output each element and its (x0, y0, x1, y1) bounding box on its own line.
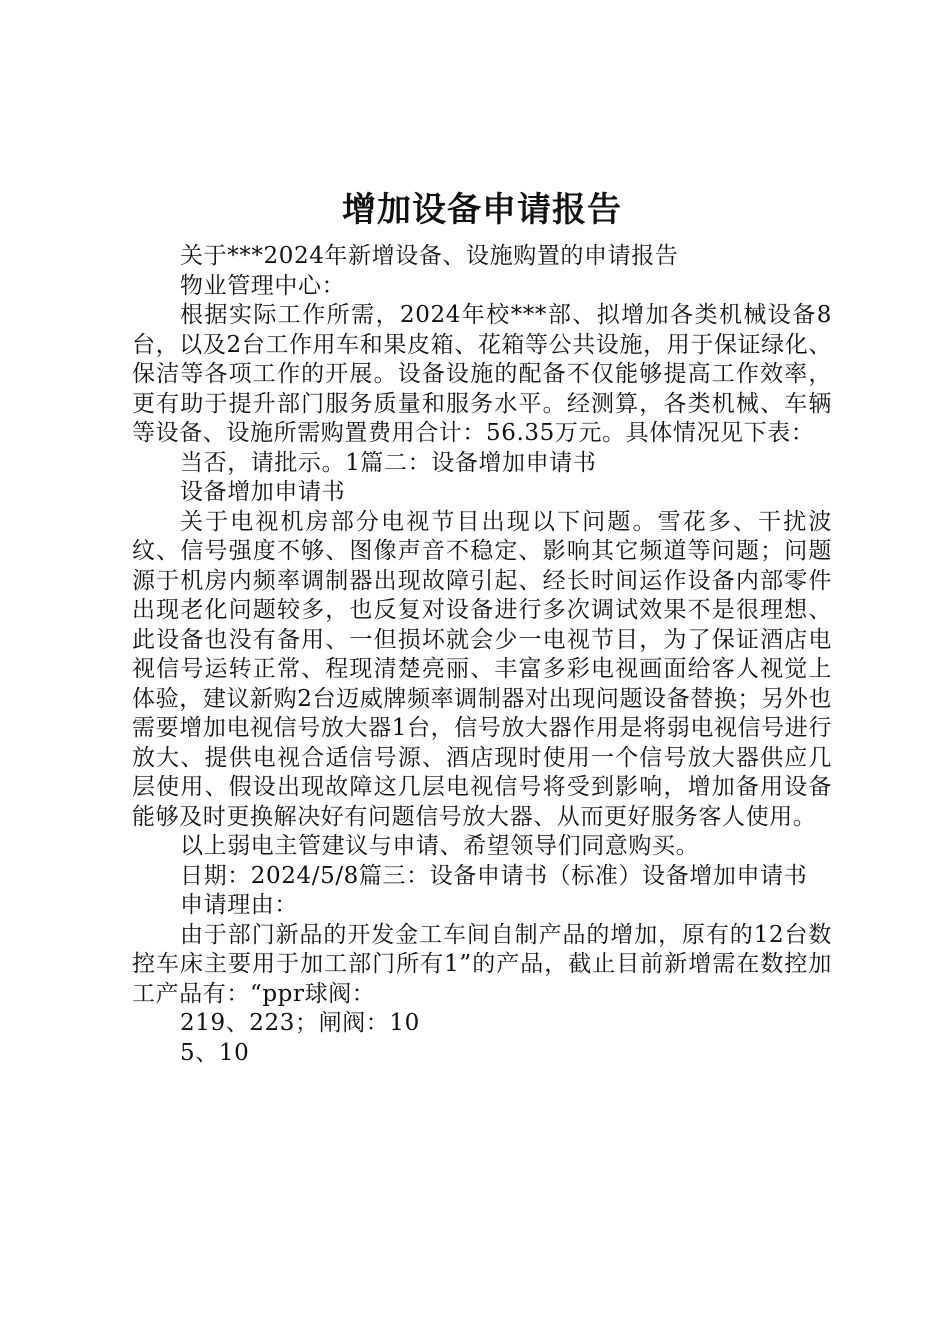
document-title: 增加设备申请报告 (342, 190, 622, 230)
paragraph-addressee: 物业管理中心： (180, 272, 346, 299)
paragraph-figures-2: 5、10 (180, 1039, 250, 1066)
paragraph-figures-1: 219、223；闸阀：10 (180, 1010, 420, 1036)
paragraph-reason-label: 申请理由： (180, 892, 298, 918)
paragraph-suggestion: 以上弱电主管建议与申请、希望领导们同意购买。 (180, 833, 700, 859)
paragraph-body-3: 由于部门新品的开发金工车间自制产品的增加，原有的12台数控车床主要用于加工部门所有1”的产品，截止目前新增需在数控加工产品有：“ppr球阀： (132, 921, 832, 1007)
paragraph-request-approval: 当否，请批示。1篇二：设备增加申请书 (180, 449, 597, 476)
paragraph-body-2: 关于电视机房部分电视节目出现以下问题。雪花多、干扰波纹、信号强度不够、图像声音不稳定、影响其它频道等问题；问题源于机房内频率调制器出现故障引起、经长时间运作设备内部零件出现老化问题较多，也反复对设备进行多次调试效果不是很理想、此设备也没有备用、一但损坏就会少一电视节目，为了保证酒店电视信号运转正常、程现清楚亮丽、丰富多彩电视画面给客人视觉上体验，建议新购2台迈威牌频率调制器对出现问题设备替换；另外也需要增加电视信号放大器1台，信号放大器作用是将弱电视信号进行放大、提供电视合适信号源、酒店现时使用一个信号放大器供应几层使用、假设出现故障这几层电视信号将受到影响，增加备用设备能够及时更换解决好有问题信号放大器、从而更好服务客人使用。 (132, 508, 832, 830)
paragraph-date: 日期：2024/5/8篇三：设备申请书（标准）设备增加申请书 (180, 862, 808, 889)
paragraph-subject: 关于***2024年新增设备、设施购置的申请报告 (180, 243, 679, 269)
document-page (132, 182, 832, 1068)
paragraph-section-title: 设备增加申请书 (180, 479, 346, 505)
paragraph-body-1: 根据实际工作所需，2024年校***部、拟增加各类机械设备8台，以及2台工作用车和果皮箱、花箱等公共设施，用于保证绿化、保洁等各项工作的开展。设备设施的配备不仅能够提高工作效率，更有助于提升部门服务质量和服务水平。经测算，各类机械、车辆等设备、设施所需购置费用合计：56.35万元。具体情况见下表： (132, 302, 832, 446)
